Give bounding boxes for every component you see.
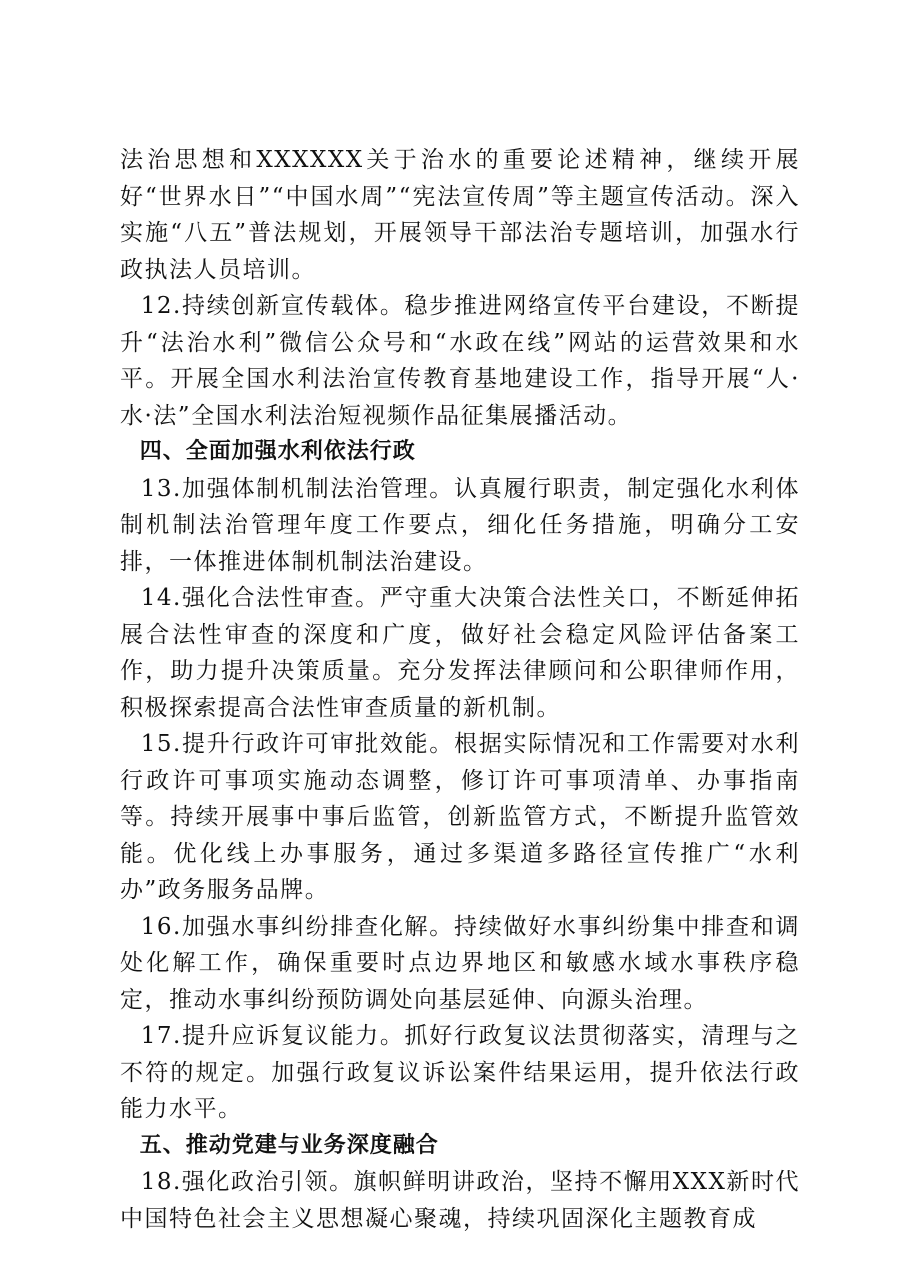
- paragraph-item-13: 13.加强体制机制法治管理。认真履行职责，制定强化水利体制机制法治管理年度工作要点，细化任务措施，明确分工安排，一体推进体制机制法治建设。: [120, 475, 800, 575]
- paragraph-item-15: 15.提升行政许可审批效能。根据实际情况和工作需要对水利行政许可事项实施动态调整，修订许可事项清单、办事指南等。持续开展事中事后监管，创新监管方式，不断提升监管效能。优化线上办事服务，通过多渠道多路径宣传推广“水利办”政务服务品牌。: [120, 731, 800, 903]
- paragraph-item-14: 14.强化合法性审查。严守重大决策合法性关口，不断延伸拓展合法性审查的深度和广度，做好社会稳定风险评估备案工作，助力提升决策质量。充分发挥法律顾问和公职律师作用，积极探索提高合法性审查质量的新机制。: [120, 585, 800, 721]
- section-heading-4: 四、全面加强水利依法行政: [139, 439, 416, 464]
- paragraph-item-12: 12.持续创新宣传载体。稳步推进网络宣传平台建设，不断提升“法治水利”微信公众号和“水政在线”网站的运营效果和水平。开展全国水利法治宣传教育基地建设工作，指导开展“人·水·法”全国水利法治短视频作品征集展播活动。: [120, 293, 800, 429]
- paragraph-item-18: 18.强化政治引领。旗帜鲜明讲政治，坚持不懈用XXX新时代中国特色社会主义思想凝心聚魂，持续巩固深化主题教育成: [120, 1169, 800, 1232]
- paragraph-item-17: 17.提升应诉复议能力。抓好行政复议法贯彻落实，清理与之不符的规定。加强行政复议诉讼案件结果运用，提升依法行政能力水平。: [120, 1023, 800, 1122]
- document-body: [120, 142, 800, 1237]
- section-heading-5: 五、推动党建与业务深度融合: [139, 1132, 439, 1158]
- paragraph-continuation: 法治思想和XXXXXX关于治水的重要论述精神，继续开展好“世界水日”“中国水周”“宪法宣传周”等主题宣传活动。深入实施“八五”普法规划，开展领导干部法治专题培训，加强水行政执法人员培训。: [120, 147, 800, 283]
- paragraph-item-16: 16.加强水事纠纷排查化解。持续做好水事纠纷集中排查和调处化解工作，确保重要时点边界地区和敏感水域水事秩序稳定，推动水事纠纷预防调处向基层延伸、向源头治理。: [120, 913, 800, 1013]
